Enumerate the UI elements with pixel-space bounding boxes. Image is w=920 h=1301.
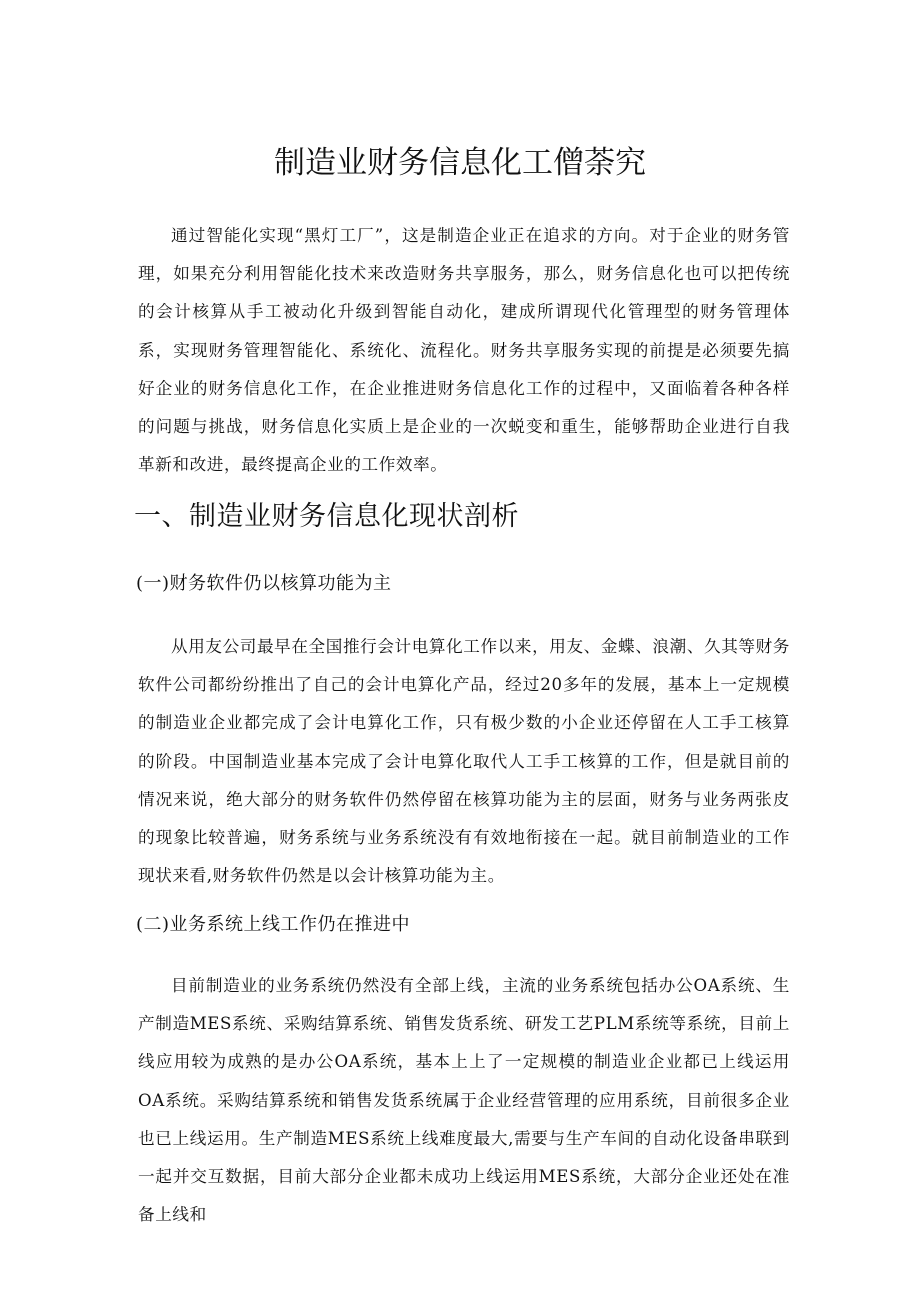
subsection-heading-1: (一)财务软件仍以核算功能为主 xyxy=(136,573,392,594)
subsection-2-paragraph: 目前制造业的业务系统仍然没有全部上线，主流的业务系统包括办公OA系统、生产制造MES系统、采购结算系统、销售发货系统、研发工艺PLM系统等系统，目前上线应用较为成熟的是办公OA系统，基本上上了一定规模的制造业企业都已上线运用OA系统。采购结算系统和销售发货系统属于企业经营管理的应用系统，目前很多企业也已上线运用。生产制造MES系统上线难度最大,需要与生产车间的自动化设备串联到一起并交互数据，目前大部分企业都未成功上线运用MES系统，大部分企业还处在准备上线和 xyxy=(138,976,790,1225)
section-heading-1: 一、制造业财务信息化现状剖析 xyxy=(134,501,519,532)
document-title: 制造业财务信息化工僧荼究 xyxy=(274,145,646,181)
subsection-heading-2: (二)业务系统上线工作仍在推进中 xyxy=(136,914,411,935)
subsection-1-paragraph: 从用友公司最早在全国推行会计电算化工作以来，用友、金蝶、浪潮、久其等财务软件公司都纷纷推出了自己的会计电算化产品，经过20多年的发展，基本上一定规模的制造业企业都完成了会计电算化工作，只有极少数的小企业还停留在人工手工核算的阶段。中国制造业基本完成了会计电算化取代人工手工核算的工作，但是就目前的情况来说，绝大部分的财务软件仍然停留在核算功能为主的层面，财务与业务两张皮的现象比较普遍，财务系统与业务系统没有有效地衔接在一起。就目前制造业的工作现状来看,财务软件仍然是以会计核算功能为主。 xyxy=(138,637,790,886)
intro-paragraph: 通过智能化实现“黑灯工厂”，这是制造企业正在追求的方向。对于企业的财务管理，如果充分利用智能化技术来改造财务共享服务，那么，财务信息化也可以把传统的会计核算从手工被动化升级到智能自动化，建成所谓现代化管理型的财务管理体系，实现财务管理智能化、系统化、流程化。财务共享服务实现的前提是必须要先搞好企业的财务信息化工作，在企业推进财务信息化工作的过程中，又面临着各种各样的问题与挑战，财务信息化实质上是企业的一次蜕变和重生，能够帮助企业进行自我革新和改进，最终提高企业的工作效率。 xyxy=(138,226,790,475)
